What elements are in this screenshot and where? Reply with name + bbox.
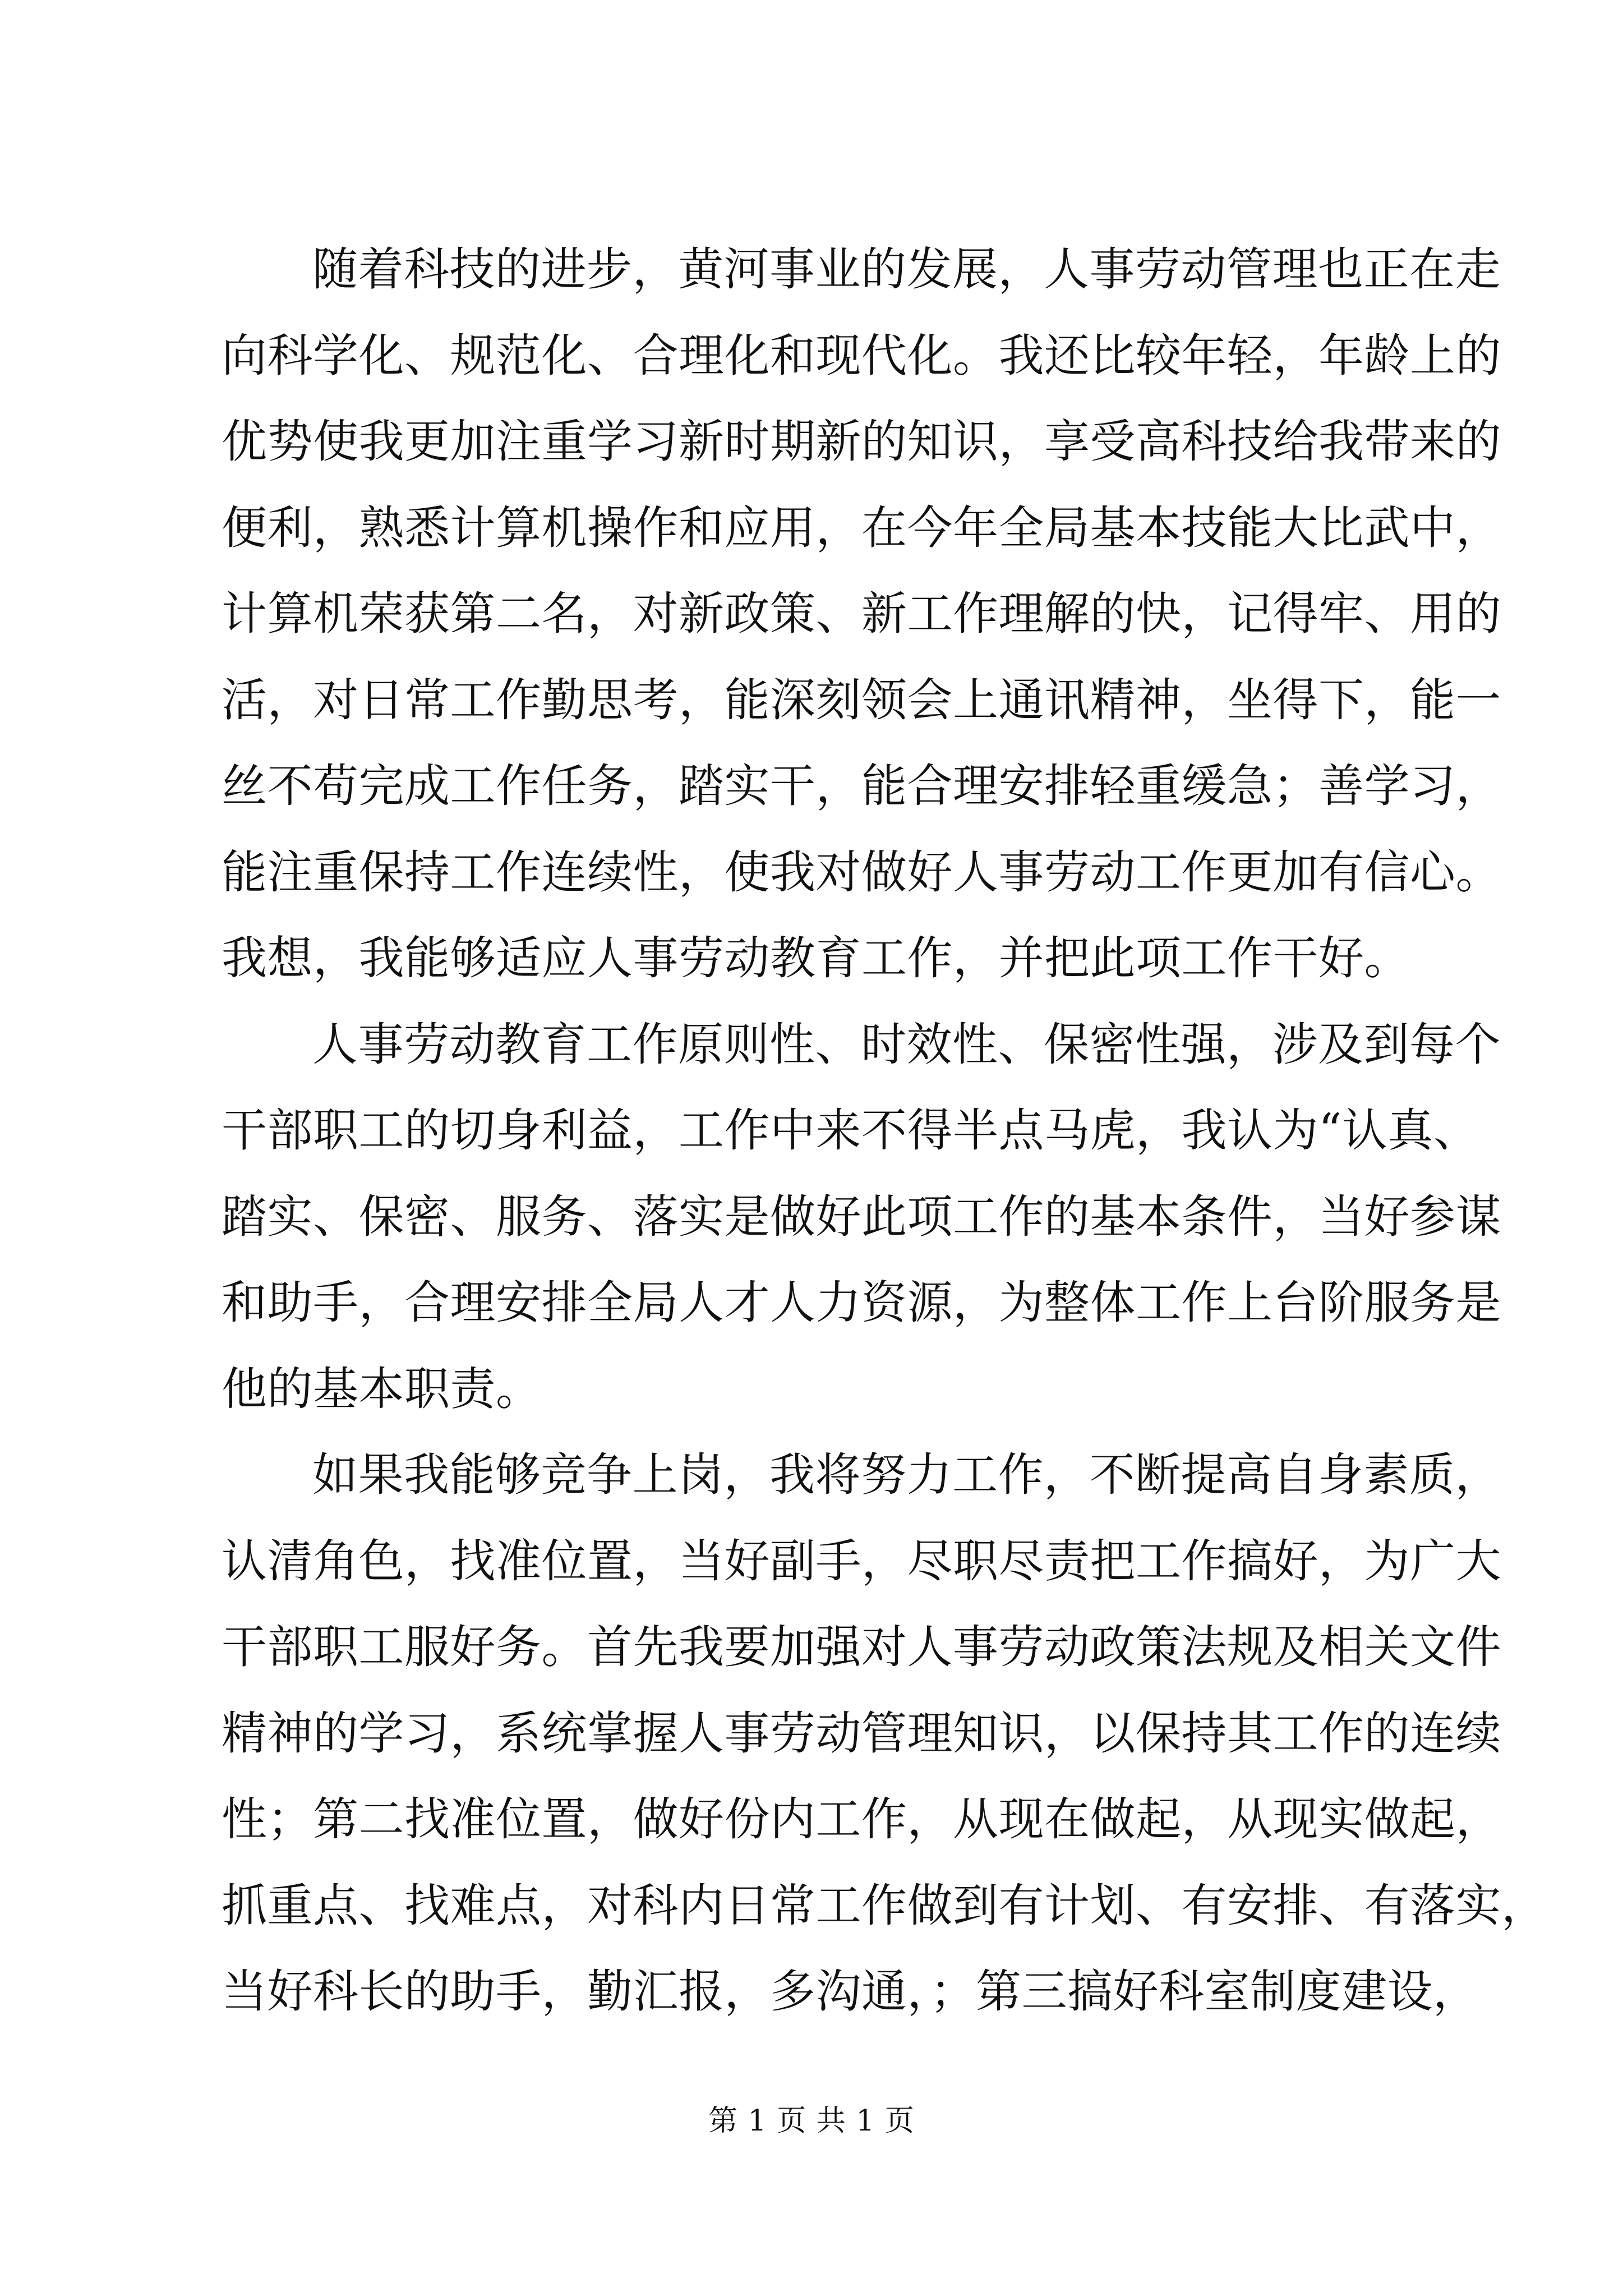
paragraph-2-line-2: 干部职工的切身利益，工作中来不得半点马虎，我认为“认真、 xyxy=(222,1105,1479,1157)
paragraph-3-line-3: 干部职工服好务。首先我要加强对人事劳动政策法规及相关文件 xyxy=(222,1621,1502,1674)
paragraph-1-line-4: 便利，熟悉计算机操作和应用，在今年全局基本技能大比武中， xyxy=(222,501,1502,555)
paragraph-1-line-3: 优势使我更加注重学习新时期新的知识，享受高科技给我带来的 xyxy=(222,416,1502,468)
paragraph-3-line-2: 认清角色，找准位置，当好副手，尽职尽责把工作搞好，为广大 xyxy=(222,1535,1502,1588)
document-body xyxy=(222,227,1547,2036)
paragraph-2-line-1: 人事劳动教育工作原则性、时效性、保密性强，涉及到每个 xyxy=(312,1018,1501,1071)
page-number-footer: 第 1 页 共 1 页 xyxy=(708,2104,915,2138)
paragraph-3-line-7: 当好科长的助手，勤汇报，多沟通，；第三搞好科室制度建设， xyxy=(222,1966,1479,2018)
paragraph-3-line-1: 如果我能够竞争上岗，我将努力工作，不断提高自身素质， xyxy=(312,1449,1501,1502)
paragraph-3-line-4: 精神的学习，系统掌握人事劳动管理知识，以保持其工作的连续 xyxy=(222,1707,1502,1760)
paragraph-1-line-8: 能注重保持工作连续性，使我对做好人事劳动工作更加有信心。 xyxy=(222,846,1502,899)
paragraph-2-line-5: 他的基本职责。 xyxy=(222,1363,542,1416)
paragraph-2-line-4: 和助手，合理安排全局人才人力资源，为整体工作上台阶服务是 xyxy=(222,1277,1502,1329)
paragraph-1-line-1: 随着科技的进步，黄河事业的发展，人事劳动管理也正在走 xyxy=(312,243,1501,296)
paragraph-1-line-5: 计算机荣获第二名，对新政策、新工作理解的快，记得牢、用的 xyxy=(222,588,1502,641)
paragraph-3-line-6: 抓重点、找难点，对科内日常工作做到有计划、有安排、有落实， xyxy=(222,1879,1547,1932)
paragraph-1-line-7: 丝不苟完成工作任务，踏实干，能合理安排轻重缓急；善学习， xyxy=(222,760,1502,813)
paragraph-2-line-3: 踏实、保密、服务、落实是做好此项工作的基本条件，当好参谋 xyxy=(222,1190,1502,1244)
paragraph-1-line-6: 活，对日常工作勤思考，能深刻领会上通讯精神，坐得下，能一 xyxy=(222,674,1502,727)
paragraph-1-line-9: 我想，我能够适应人事劳动教育工作，并把此项工作干好。 xyxy=(222,932,1410,985)
paragraph-1-line-2: 向科学化、规范化、合理化和现代化。我还比较年轻，年龄上的 xyxy=(222,329,1502,383)
paragraph-3-line-5: 性；第二找准位置，做好份内工作，从现在做起，从现实做起， xyxy=(222,1793,1502,1846)
